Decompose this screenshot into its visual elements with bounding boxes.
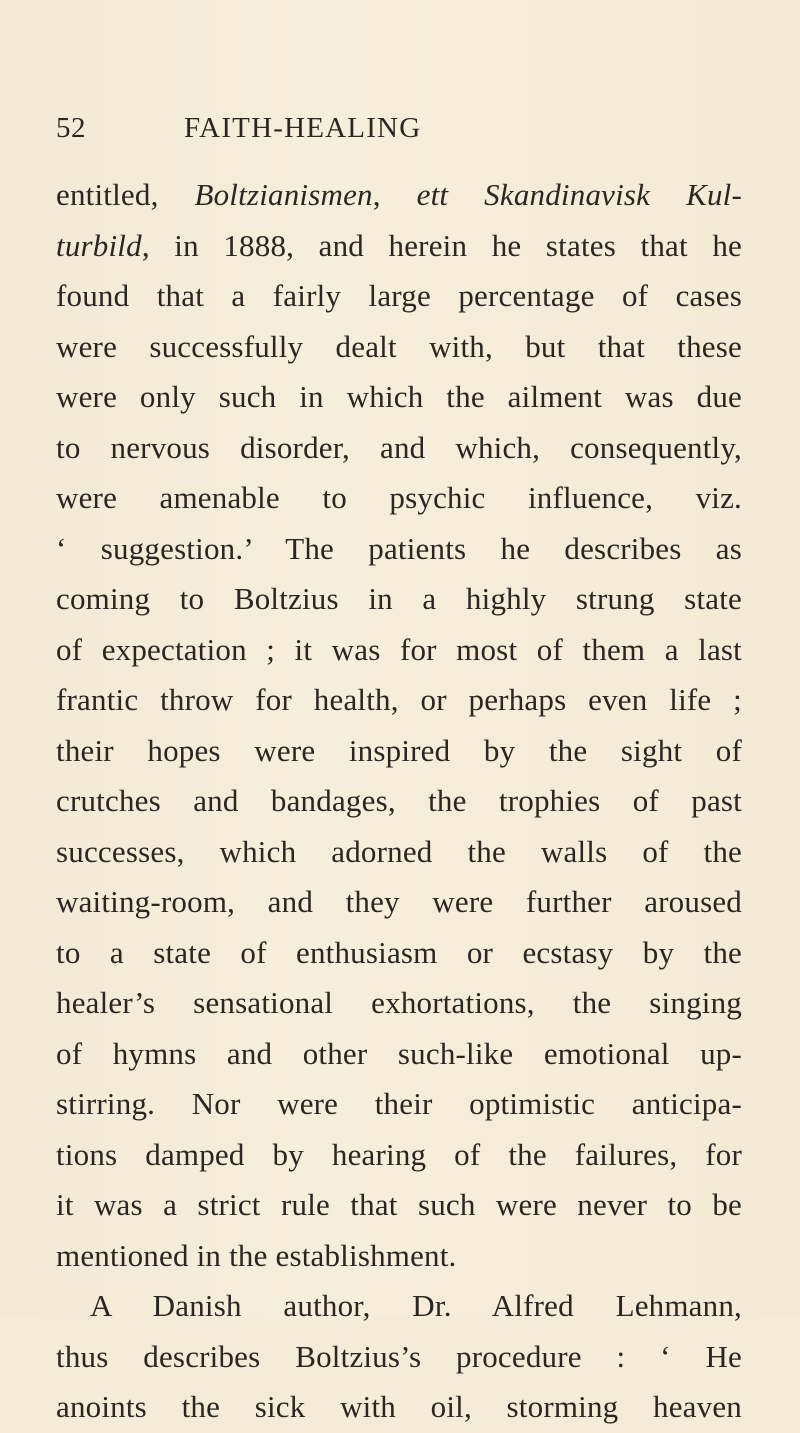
page-number: 52 [56, 112, 86, 144]
text-line: mentioned in the establishment. [56, 1237, 457, 1273]
text-line: were only such in which the ailment was due [56, 379, 742, 414]
text-line: found that a fairly large percentage of cases [56, 278, 742, 313]
text-line: it was a strict rule that such were never to be [56, 1187, 742, 1222]
text-line: A Danish author, Dr. Alfred Lehmann, [90, 1288, 742, 1323]
text-line: ‘ suggestion.’ The patients he describes as [56, 530, 742, 566]
italic-title: ett Skandinavisk Kul- [416, 177, 742, 212]
text-line: thus describes Boltzius’s procedure : ‘ He [56, 1338, 742, 1374]
text-line: were amenable to psychic influence, viz. [56, 480, 742, 515]
text-line: anoints the sick with oil, storming heaven [56, 1389, 742, 1424]
text-line: entitled, Boltzianismen, ett Skandinavisk Kul- [56, 177, 742, 212]
text-line: crutches and bandages, the trophies of past [56, 783, 742, 818]
text-line: turbild, in 1888, and herein he states that he [56, 227, 742, 263]
text-line: healer’s sensational exhortations, the singing [56, 985, 742, 1020]
italic-title: turbild [56, 227, 142, 263]
italic-title: Boltzianismen [194, 177, 373, 212]
text-line: coming to Boltzius in a highly strung state [56, 581, 742, 616]
text-line: of hymns and other such-like emotional up- [56, 1035, 742, 1071]
body-text [56, 170, 742, 1433]
text-line: waiting-room, and they were further aroused [56, 884, 742, 919]
text-line: frantic throw for health, or perhaps even life ; [56, 682, 742, 717]
text-line: to a state of enthusiasm or ecstasy by the [56, 934, 742, 970]
text-line: stirring. Nor were their optimistic anticipa- [56, 1086, 742, 1121]
text-line: were successfully dealt with, but that these [56, 328, 742, 364]
text-line: tions damped by hearing of the failures, for [56, 1136, 742, 1172]
running-head: FAITH-HEALING [184, 112, 422, 144]
text-line: their hopes were inspired by the sight of [56, 732, 742, 768]
text-line: successes, which adorned the walls of the [56, 833, 742, 869]
page-header [56, 112, 744, 156]
text-line: of expectation ; it was for most of them a last [56, 631, 742, 667]
text-line: to nervous disorder, and which, consequently, [56, 429, 742, 465]
